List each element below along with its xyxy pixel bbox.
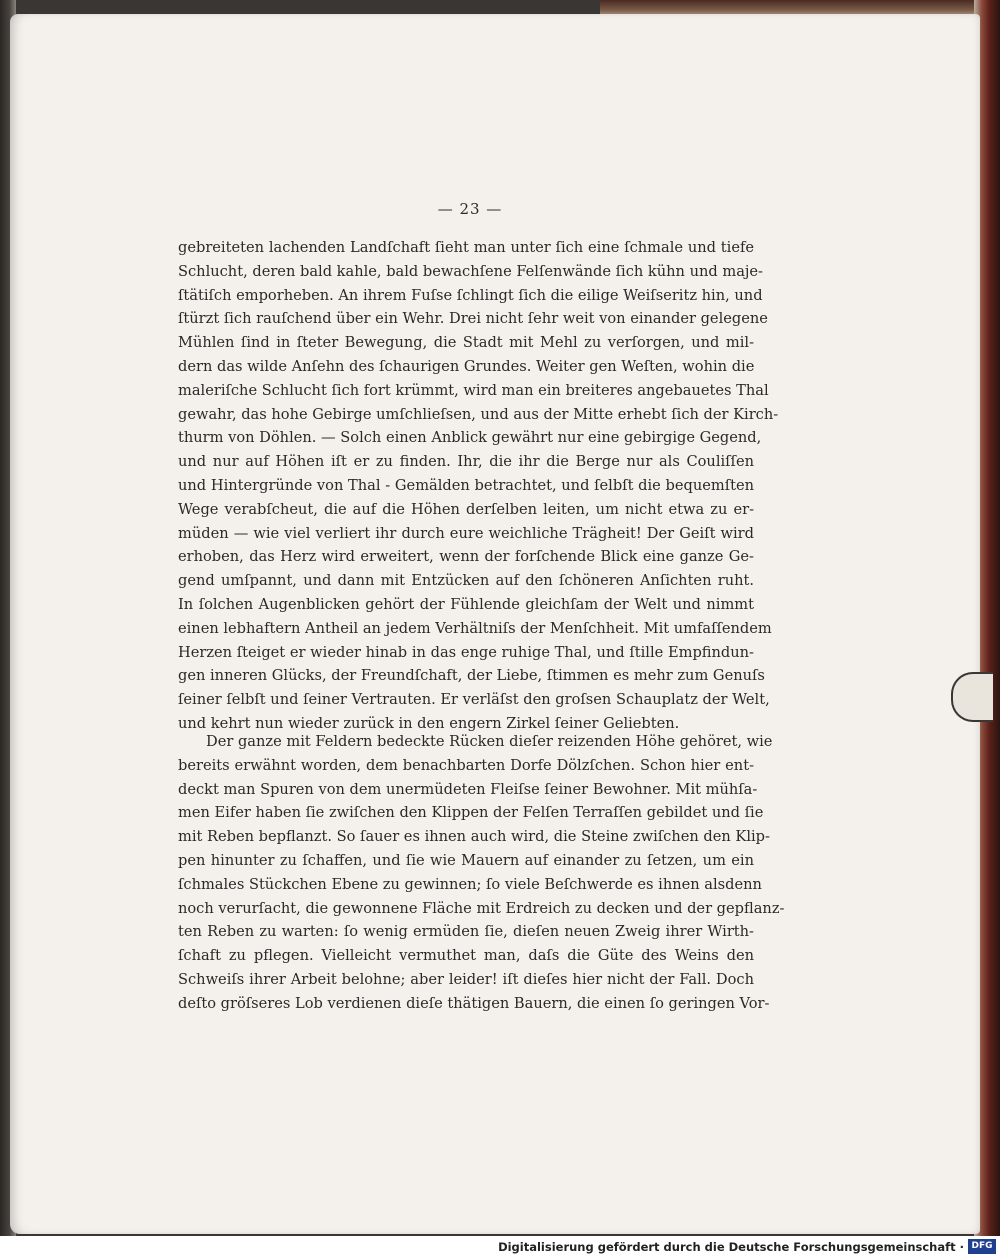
text-line: thurm von Döhlen. — Solch einen Anblick gewährt nur eine gebirgige Gegend,: [178, 429, 762, 447]
text-line: gend umſpannt, und dann mit Entzücken auf den ſchöneren Anſichten ruht.: [178, 572, 754, 590]
paragraph-1: [178, 236, 779, 736]
text-line: Der ganze mit Feldern bedeckte Rücken dieſer reizenden Höhe gehöret, wie: [206, 733, 773, 750]
text-line: Wege verabſcheut, die auf die Höhen derſelben leiten, um nicht etwa zu er-: [178, 500, 754, 518]
text-line: ſchaft zu pflegen. Vielleicht vermuthet man, daſs die Güte des Weins den: [178, 947, 754, 965]
text-line: erhoben, das Herz wird erweitert, wenn der forſchende Blick eine ganze Ge-: [178, 548, 754, 566]
text-line: pen hinunter zu ſchaffen, und ſie wie Mauern auf einander zu ſetzen, um ein: [178, 851, 754, 869]
book-page: [10, 14, 980, 1234]
text-line: bereits erwähnt worden, dem benachbarten Dorfe Dölzſchen. Schon hier ent-: [178, 756, 754, 774]
text-line: Herzen ſteiget er wieder hinab in das enge ruhige Thal, und ſtille Empfindun-: [178, 643, 754, 661]
text-line: gebreiteten lachenden Landſchaft ſieht man unter ſich eine ſchmale und tiefe: [178, 239, 754, 256]
text-line: dern das wilde Anſehn des ſchaurigen Grundes. Weiter gen Weſten, wohin die: [178, 357, 755, 375]
text-line: deſto gröſseres Lob verdienen dieſe thätigen Bauern, die einen ſo geringen Vor-: [178, 994, 770, 1012]
text-line: und Hintergründe von Thal - Gemälden betrachtet, und ſelbſt die bequemſten: [178, 476, 754, 494]
text-line: deckt man Spuren von dem unermüdeten Fleiſse ſeiner Bewohner. Mit mühſa-: [178, 780, 758, 798]
text-line: gen inneren Glücks, der Freundſchaft, der Liebe, ſtimmen es mehr zum Genuſs: [178, 667, 765, 685]
text-line: maleriſche Schlucht ſich fort krümmt, wird man ein breiteres angebauetes Thal: [178, 381, 769, 399]
dfg-logo: DFG: [968, 1239, 996, 1254]
text-line: ſtürzt ſich rauſchend über ein Wehr. Drei nicht ſehr weit von einander gelegene: [178, 310, 768, 328]
text-line: ſeiner ſelbſt und ſeiner Vertrauten. Er verläſst den groſsen Schauplatz der Welt,: [178, 691, 770, 709]
text-line: noch verurſacht, die gewonnene Fläche mit Erdreich zu decken und der gepflanz-: [178, 899, 785, 917]
footer-bar: [0, 1236, 1000, 1258]
paragraph-2: [178, 730, 785, 1016]
text-line: mit Reben bepflanzt. So ſauer es ihnen auch wird, die Steine zwiſchen den Klip-: [178, 828, 770, 846]
text-line: müden — wie viel verliert ihr durch eure weichliche Trägheit! Der Geiſt wird: [178, 524, 754, 542]
text-line: In ſolchen Augenblicken gehört der Fühlende gleichſam der Welt und nimmt: [178, 595, 754, 613]
text-line: Schweiſs ihrer Arbeit belohne; aber leider! iſt dieſes hier nicht der Fall. Doch: [178, 970, 754, 988]
page-tab: [951, 672, 993, 722]
page-number: — 23 —: [437, 200, 503, 218]
text-line: men Eifer haben ſie zwiſchen den Klippen der Felſen Terraſſen gebildet und ſie: [178, 804, 764, 822]
text-line: Schlucht, deren bald kahle, bald bewachſene Felſenwände ſich kühn und maje-: [178, 262, 763, 280]
text-line: und kehrt nun wieder zurück in den engern Zirkel ſeiner Geliebten.: [178, 714, 680, 732]
text-line: gewahr, das hohe Gebirge umſchlieſsen, und aus der Mitte erhebt ſich der Kirch-: [178, 405, 779, 423]
text-line: einen lebhaftern Antheil an jedem Verhältniſs der Menſchheit. Mit umfaſſendem: [178, 619, 772, 637]
text-line: Mühlen ſind in ſteter Bewegung, die Stadt mit Mehl zu verſorgen, und mil-: [178, 334, 754, 352]
text-line: ſtätiſch emporheben. An ihrem Fuſse ſchlingt ſich die eilige Weiſseritz hin, und: [178, 286, 763, 304]
text-line: ten Reben zu warten: ſo wenig ermüden ſie, dieſen neuen Zweig ihrer Wirth-: [178, 923, 754, 941]
text-line: ſchmales Stückchen Ebene zu gewinnen; ſo viele Beſchwerde es ihnen alsdenn: [178, 875, 762, 893]
funding-notice: Digitalisierung gefördert durch die Deutsche Forschungsgemeinschaft ·: [498, 1240, 964, 1254]
text-line: und nur auf Höhen iſt er zu finden. Ihr, die ihr die Berge nur als Couliſſen: [178, 453, 754, 471]
